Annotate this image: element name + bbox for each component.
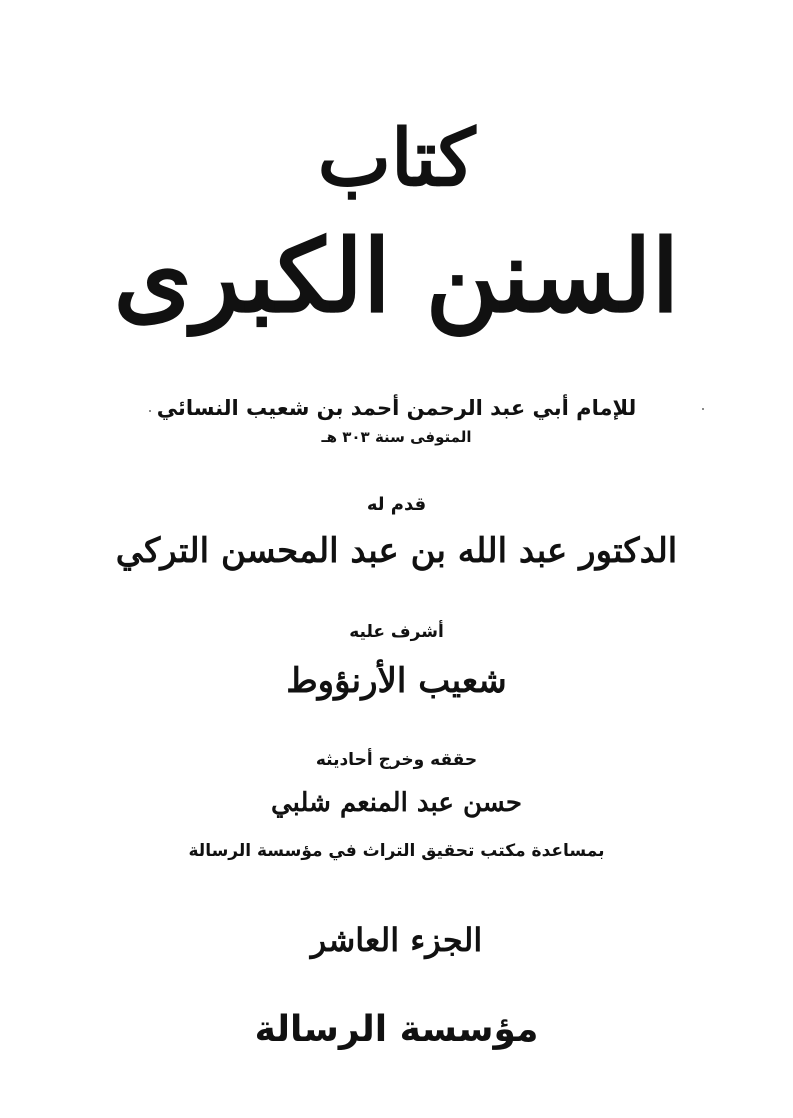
supervisor-label: أشرف عليه <box>349 622 444 642</box>
author-line: للإمام أبي عبد الرحمن أحمد بن شعيب النسائي <box>156 396 637 420</box>
introduction-label: قدم له <box>366 494 427 515</box>
verifier-label: حققه وخرج أحاديثه <box>315 750 478 770</box>
verifier-name: حسن عبد المنعم شلبي <box>271 788 522 818</box>
volume-label: الجزء العاشر <box>310 921 483 959</box>
book-label: كتاب <box>317 113 476 204</box>
book-title: السنن الكبرى <box>113 217 680 335</box>
paper-speck <box>702 408 704 410</box>
introduction-author: الدكتور عبد الله بن عبد المحسن التركي <box>115 531 678 571</box>
assistance-note: بمساعدة مكتب تحقيق التراث في مؤسسة الرسالة <box>188 841 605 861</box>
supervisor-name: شعيب الأرنؤوط <box>286 661 507 701</box>
paper-speck <box>149 410 151 412</box>
publisher-name: مؤسسة الرسالة <box>254 1009 539 1050</box>
death-date: المتوفى سنة ٣٠٣ هـ <box>321 428 472 446</box>
